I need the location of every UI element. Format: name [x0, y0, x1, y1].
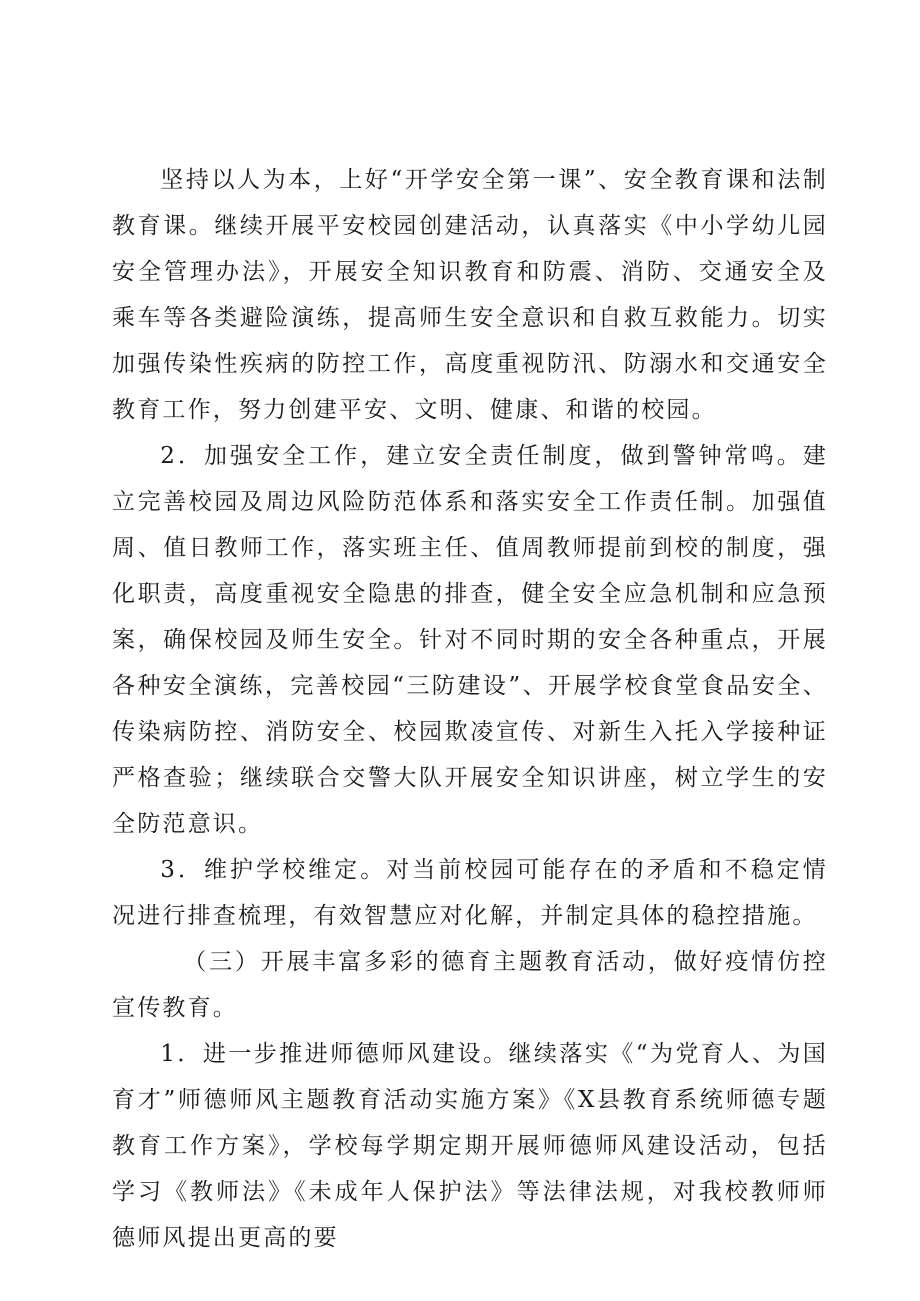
paragraph-safety-work: 2．加强安全工作，建立安全责任制度，做到警钟常鸣。建立完善校园及周边风险防范体系和落实安全工作责任制。加强值周、值日教师工作，落实班主任、值周教师提前到校的制度，强化职责，高度重视安全隐患的排查，健全安全应急机制和应急预案，确保校园及师生安全。针对不同时期的安全各种重点，开展各种安全演练，完善校园“三防建设”、开展学校食堂食品安全、传染病防控、消防安全、校园欺凌宣传、对新生入托入学接种证严格查验；继续联合交警大队开展安全知识讲座，树立学生的安全防范意识。	[112, 443, 828, 837]
paragraph-school-stability: 3．维护学校维定。对当前校园可能存在的矛盾和不稳定情况进行排查梳理，有效智慧应对化解，并制定具体的稳控措施。	[112, 857, 828, 929]
paragraph-safety-education: 坚持以人为本，上好“开学安全第一课”、安全教育课和法制教育课。继续开展平安校园创建活动，认真落实《中小学幼儿园安全管理办法》，开展安全知识教育和防震、消防、交通安全及乘车等各类避险演练，提高师生安全意识和自救互救能力。切实加强传染性疾病的防控工作，高度重视防汛、防溺水和交通安全教育工作，努力创建平安、文明、健康、和谐的校园。	[112, 167, 828, 423]
section-heading-moral-education: （三）开展丰富多彩的德育主题教育活动，做好疫情仿控宣传教育。	[112, 949, 828, 1021]
paragraph-teacher-ethics: 1．进一步推进师德师风建设。继续落实《“为党育人、为国育才”师德师风主题教育活动实施方案》《X县教育系统师德专题教育工作方案》，学校每学期定期开展师德师风建设活动，包括学习《教师法》《未成年人保护法》等法律法规，对我校教师师德师风提出更高的要	[112, 1041, 828, 1251]
